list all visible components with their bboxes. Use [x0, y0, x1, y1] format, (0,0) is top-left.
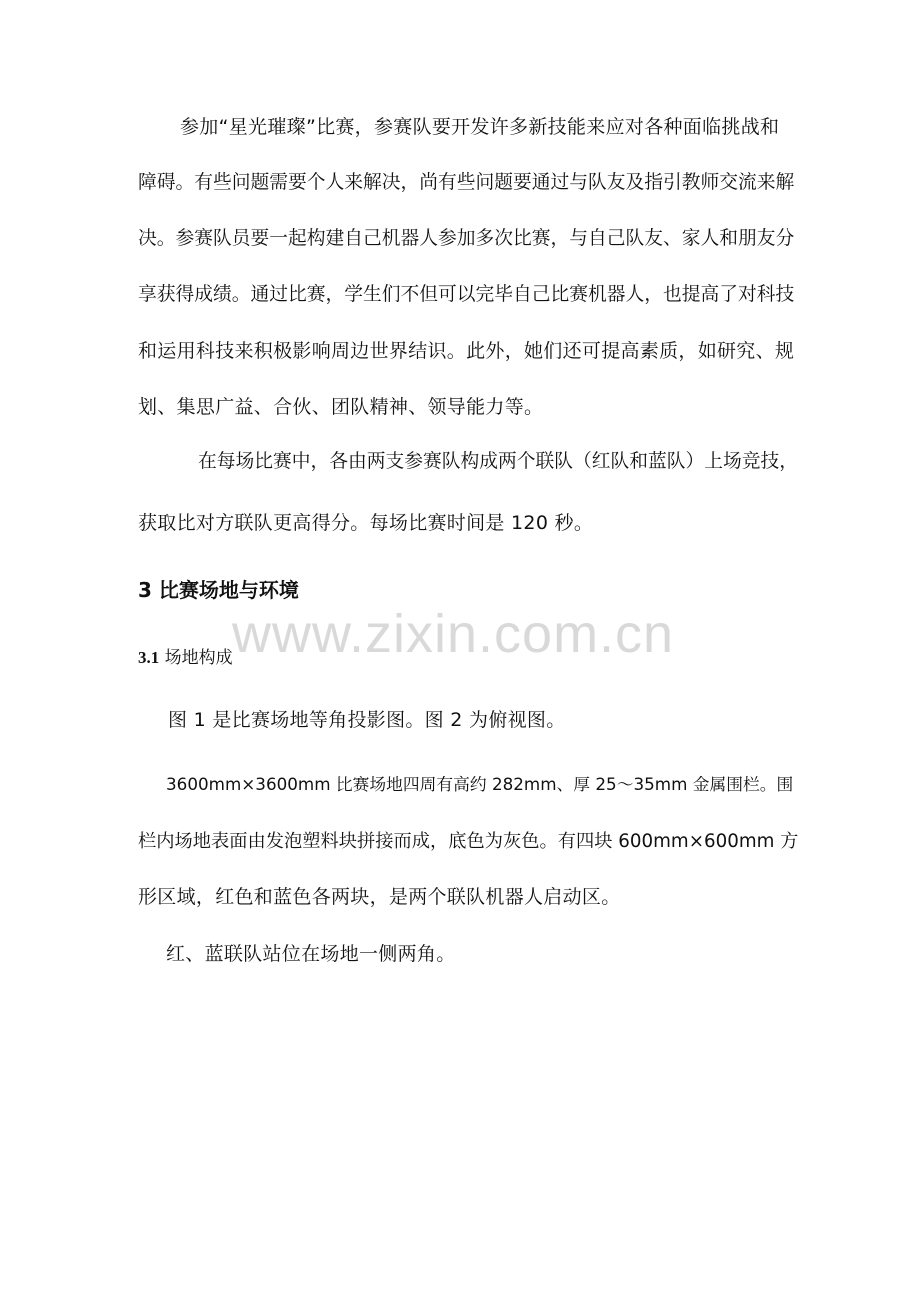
- paragraph-1-line-2: 障碍。有些问题需要个人来解决，尚有些问题要通过与队友及指引教师交流来解: [138, 172, 795, 193]
- dimension-line-2: 栏内场地表面由发泡塑料块拼接而成，底色为灰色。有四块 600mm×600mm 方: [138, 831, 799, 852]
- paragraph-1-line-5: 和运用科技来积极影响周边世界结识。此外，她们还可提高素质，如研究、规: [138, 340, 795, 362]
- paragraph-1-line-6: 划、集思广益、合伙、团队精神、领导能力等。: [138, 396, 544, 418]
- subsection-title: 场地构成: [164, 648, 233, 668]
- dimension-line-1: 3600mm×3600mm 比赛场地四周有高约 282mm、厚 25～35mm 金属围栏。围: [166, 774, 794, 794]
- section-3-heading: 3 比赛场地与环境: [138, 578, 299, 602]
- subsection-3-1-heading: [138, 647, 233, 669]
- paragraph-1-line-1: 参加“星光璀璨”比赛，参赛队要开发许多新技能来应对各种面临挑战和: [180, 116, 780, 138]
- figure-description-line: 图 1 是比赛场地等角投影图。图 2 为俯视图。: [168, 709, 566, 731]
- paragraph-1-line-3: 决。参赛队员要一起构建自己机器人参加多次比赛，与自己队友、家人和朋友分: [138, 228, 795, 249]
- dimension-line-3: 形区域，红色和蓝色各两块，是两个联队机器人启动区。: [138, 886, 621, 908]
- station-line: 红、蓝联队站位在场地一侧两角。: [166, 943, 456, 965]
- subsection-number: 3.1: [138, 648, 160, 667]
- paragraph-1-line-4: 享获得成绩。通过比赛，学生们不但可以完毕自己比赛机器人，也提高了对科技: [138, 284, 795, 305]
- paragraph-2-line-1: 在每场比赛中，各由两支参赛队构成两个联队（红队和蓝队）上场竞技，: [198, 451, 798, 472]
- paragraph-2-line-2: 获取比对方联队更高得分。每场比赛时间是 120 秒。: [138, 512, 594, 534]
- watermark: www.zixin.com.cn: [232, 604, 675, 664]
